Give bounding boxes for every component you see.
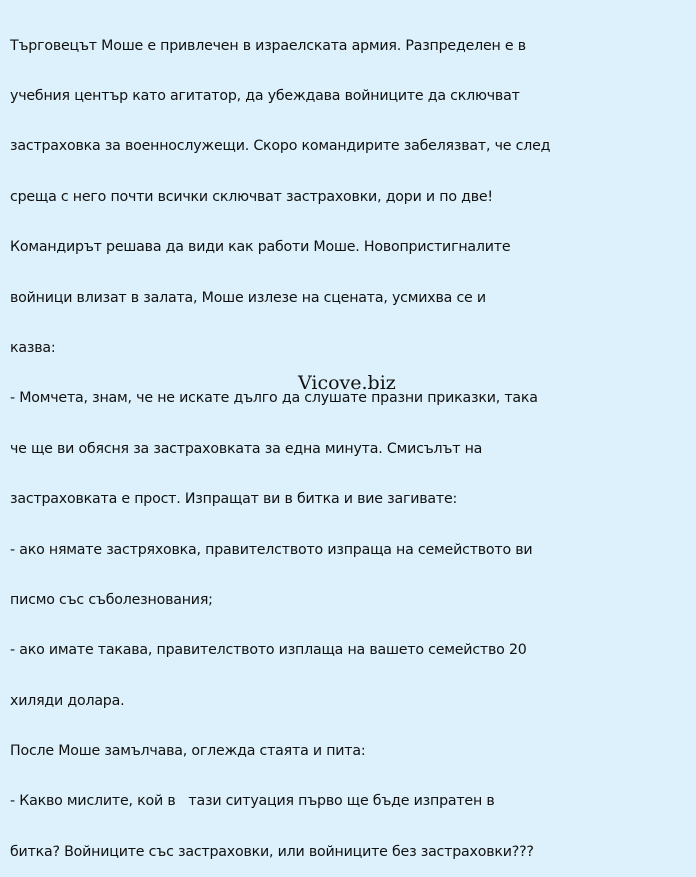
site-brand: Vicove.biz bbox=[298, 372, 396, 394]
joke-line: - Какво мислите, кой в тази ситуация първо ще бъде изпратен в bbox=[10, 793, 495, 810]
joke-text bbox=[10, 4, 686, 877]
joke-line: застраховката е прост. Изпращат ви в битка и вие загивате: bbox=[10, 491, 458, 508]
joke-line: писмо със съболезнования; bbox=[10, 591, 213, 608]
joke-line: среща с него почти всички сключват застраховки, дори и по две! bbox=[10, 188, 493, 205]
joke-line: - Момчета, знам, че не искате дълго да слушате празни приказки, така bbox=[10, 390, 538, 407]
joke-line: - ако имате такава, правителството изплаща на вашето семейство 20 bbox=[10, 642, 527, 659]
joke-line: Търговецът Моше е привлечен в израелската армия. Разпределен е в bbox=[10, 37, 526, 54]
joke-line: войници влизат в залата, Моше излезе на сцената, усмихва се и bbox=[10, 289, 486, 306]
joke-line: че ще ви обясня за застраховката за една минута. Смисълът на bbox=[10, 440, 483, 457]
joke-line: учебния център като агитатор, да убеждава войниците да сключват bbox=[10, 87, 520, 104]
joke-line: хиляди долара. bbox=[10, 692, 125, 709]
joke-line: Командирът решава да види как работи Моше. Новопристигналите bbox=[10, 239, 511, 256]
joke-line: битка? Войниците със застраховки, или войниците без застраховки??? bbox=[10, 843, 534, 860]
joke-line: После Моше замълчава, оглежда стаята и пита: bbox=[10, 743, 366, 760]
joke-line: казва: bbox=[10, 339, 56, 356]
joke-line: - ако нямате застряховка, правителството изпраща на семейството ви bbox=[10, 541, 533, 558]
joke-line: застраховка за военнослужещи. Скоро командирите забелязват, че след bbox=[10, 138, 551, 155]
